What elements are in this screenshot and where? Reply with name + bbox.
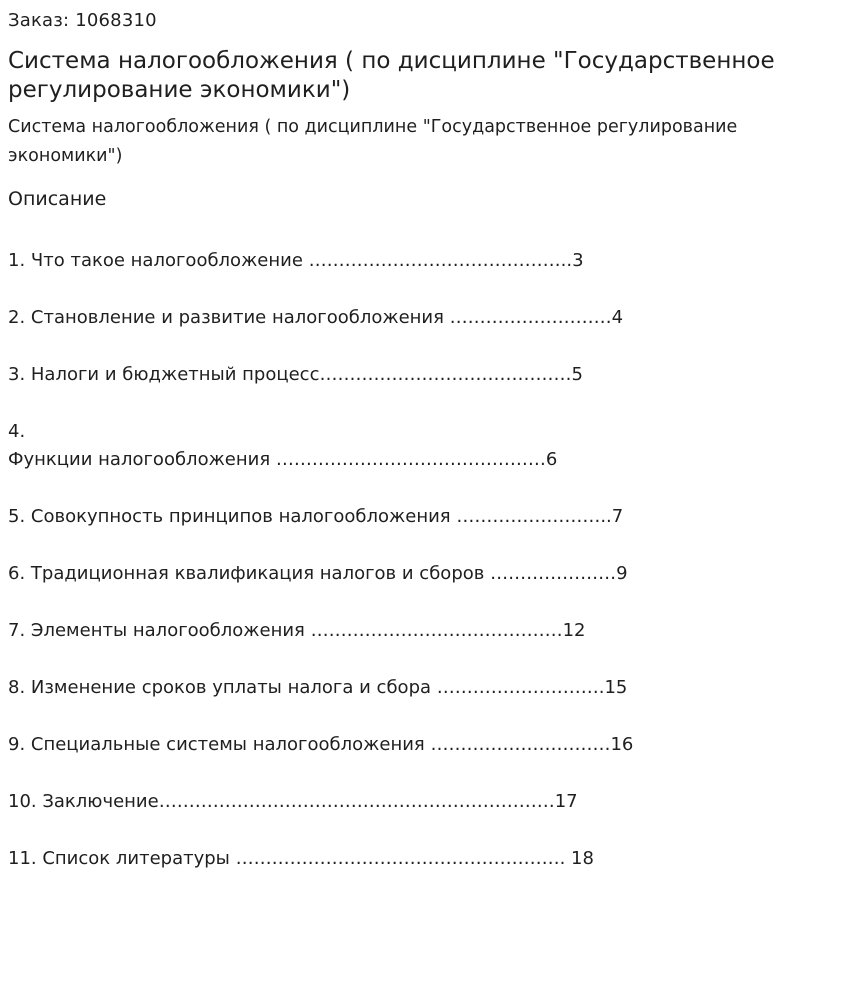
toc-item: 6. Традиционная квалификация налогов и сборов …………………9 (8, 563, 628, 584)
description-heading: Описание (8, 188, 107, 210)
toc-item: 5. Совокупность принципов налогообложения ……………………..7 (8, 506, 624, 527)
toc-item: 9. Специальные системы налогообложения …………………………16 (8, 734, 634, 755)
toc-item-number: 4. (8, 421, 26, 442)
toc-item: 11. Список литературы ………………………………………………. 18 (8, 848, 594, 869)
toc-item: 10. Заключение…………………………………………………………17 (8, 791, 578, 812)
document-subtitle: Система налогообложения ( по дисциплине "Государственное регулирование экономики") (8, 117, 738, 166)
toc-item: 2. Становление и развитие налогообложения ………………………4 (8, 307, 624, 328)
toc-item: 3. Налоги и бюджетный процесс……………………………………5 (8, 364, 583, 385)
toc-item: Функции налогообложения ………………………………………6 (8, 449, 558, 470)
document-title: Система налогообложения ( по дисциплине "Государственное регулирование экономики") (8, 48, 775, 103)
order-number: Заказ: 1068310 (8, 10, 157, 31)
toc-item: 7. Элементы налогообложения ……………………………………12 (8, 620, 586, 641)
toc-item: 1. Что такое налогообложение ……………………………………..3 (8, 250, 584, 271)
toc-item: 8. Изменение сроков уплаты налога и сбора ……………………….15 (8, 677, 628, 698)
